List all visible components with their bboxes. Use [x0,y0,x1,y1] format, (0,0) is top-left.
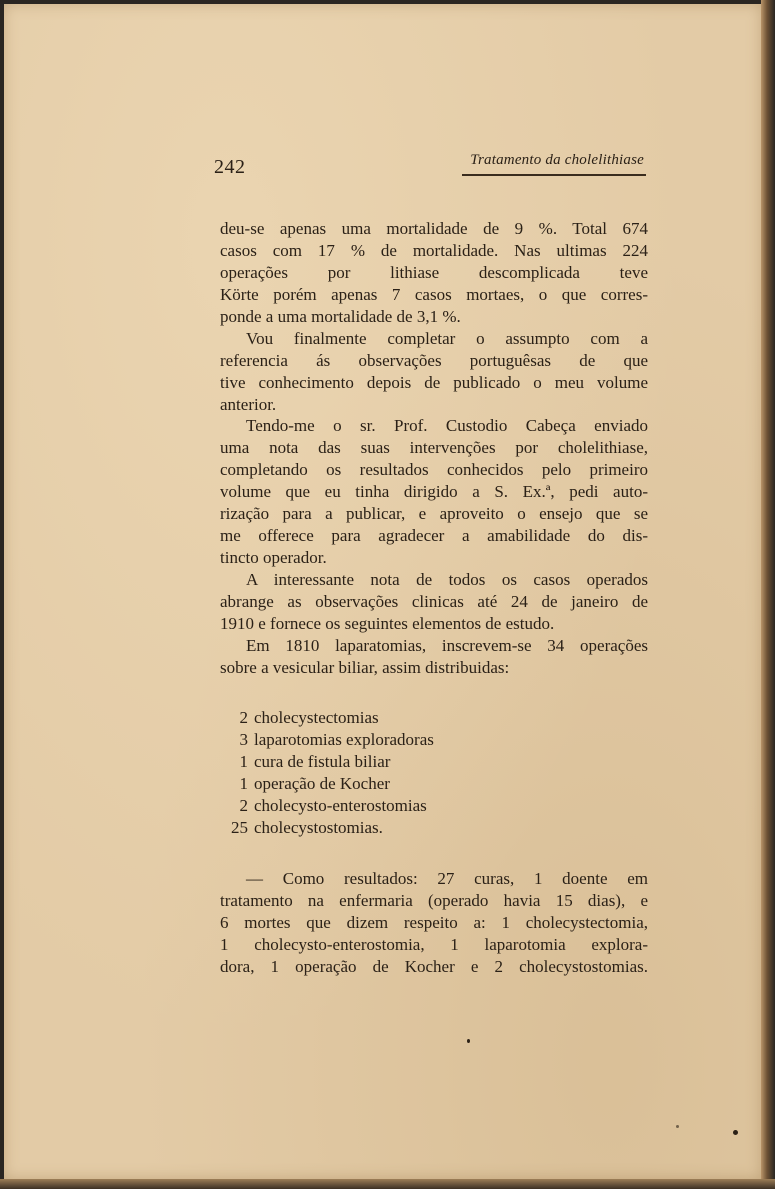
body-line: deu-se apenas uma mortalidade de 9 %. Total 674 [220,219,648,238]
body-line: Em 1810 laparatomias, inscrevem-se 34 operações [246,636,648,655]
body-line: tratamento na enfermaria (operado havia 15 dias), e [220,891,648,910]
page-bottom-edge [0,1179,775,1189]
body-line: operações por lithiase descomplicada teve [220,263,648,282]
page-number: 242 [214,156,246,178]
body-line: volume que eu tinha dirigido a S. Ex.ª, pedi auto- [220,482,648,501]
list-count: 1 [239,752,248,771]
list-count: 2 [239,796,248,815]
body-line: rização para a publicar, e aproveito o ensejo que se [220,504,648,523]
body-line: anterior. [220,395,277,414]
body-line: sobre a vesicular biliar, assim distribuidas: [220,658,510,677]
page-edge-shadow [761,0,775,1189]
book-page [4,4,761,1179]
list-count: 3 [239,730,248,749]
list-item [226,707,379,729]
body-line: casos com 17 % de mortalidade. Nas ultimas 224 [220,241,648,260]
list-item [226,817,383,839]
body-line: 6 mortes que dizem respeito a: 1 cholecystectomia, [220,913,648,932]
body-line: ponde a uma mortalidade de 3,1 %. [220,307,461,326]
body-line: referencia ás observações portuguêsas de que [220,351,648,370]
body-line: me offerece para agradecer a amabilidade do dis- [220,526,648,545]
body-line: A interessante nota de todos os casos operados [246,570,648,589]
body-line: uma nota das suas intervenções por cholelithiase, [220,438,648,457]
list-count: 25 [231,818,248,837]
paper-speck [676,1125,679,1128]
list-label: operação de Kocher [254,774,390,793]
body-line: Vou finalmente completar o assumpto com a [246,329,648,348]
paper-speck [467,1039,470,1043]
body-line: dora, 1 operação de Kocher e 2 cholecystostomias. [220,957,648,976]
body-line: — Como resultados: 27 curas, 1 doente em [246,869,648,888]
body-line: Körte porém apenas 7 casos mortaes, o que corres- [220,285,648,304]
list-count: 1 [239,774,248,793]
body-line: Tendo-me o sr. Prof. Custodio Cabeça enviado [246,416,648,435]
list-item [226,729,434,751]
list-item [226,795,427,817]
paper-speck [733,1130,738,1135]
header-rule [462,174,646,176]
list-count: 2 [239,708,248,727]
list-item [226,751,390,773]
body-line: tive conhecimento depois de publicado o meu volume [220,373,648,392]
body-line: 1910 e fornece os seguintes elementos de estudo. [220,614,555,633]
body-line: tincto operador. [220,548,327,567]
body-line: completando os resultados conhecidos pelo primeiro [220,460,648,479]
list-label: cholecysto-enterostomias [254,796,427,815]
body-line: abrange as observações clinicas até 24 de janeiro de [220,592,648,611]
list-label: laparotomias exploradoras [254,730,434,749]
body-line: 1 cholecysto-enterostomia, 1 laparotomia explora- [220,935,648,954]
running-title: Tratamento da cholelithiase [470,152,644,168]
list-label: cholecystectomias [254,708,379,727]
list-label: cholecystostomias. [254,818,383,837]
list-label: cura de fistula biliar [254,752,391,771]
list-item [226,773,390,795]
